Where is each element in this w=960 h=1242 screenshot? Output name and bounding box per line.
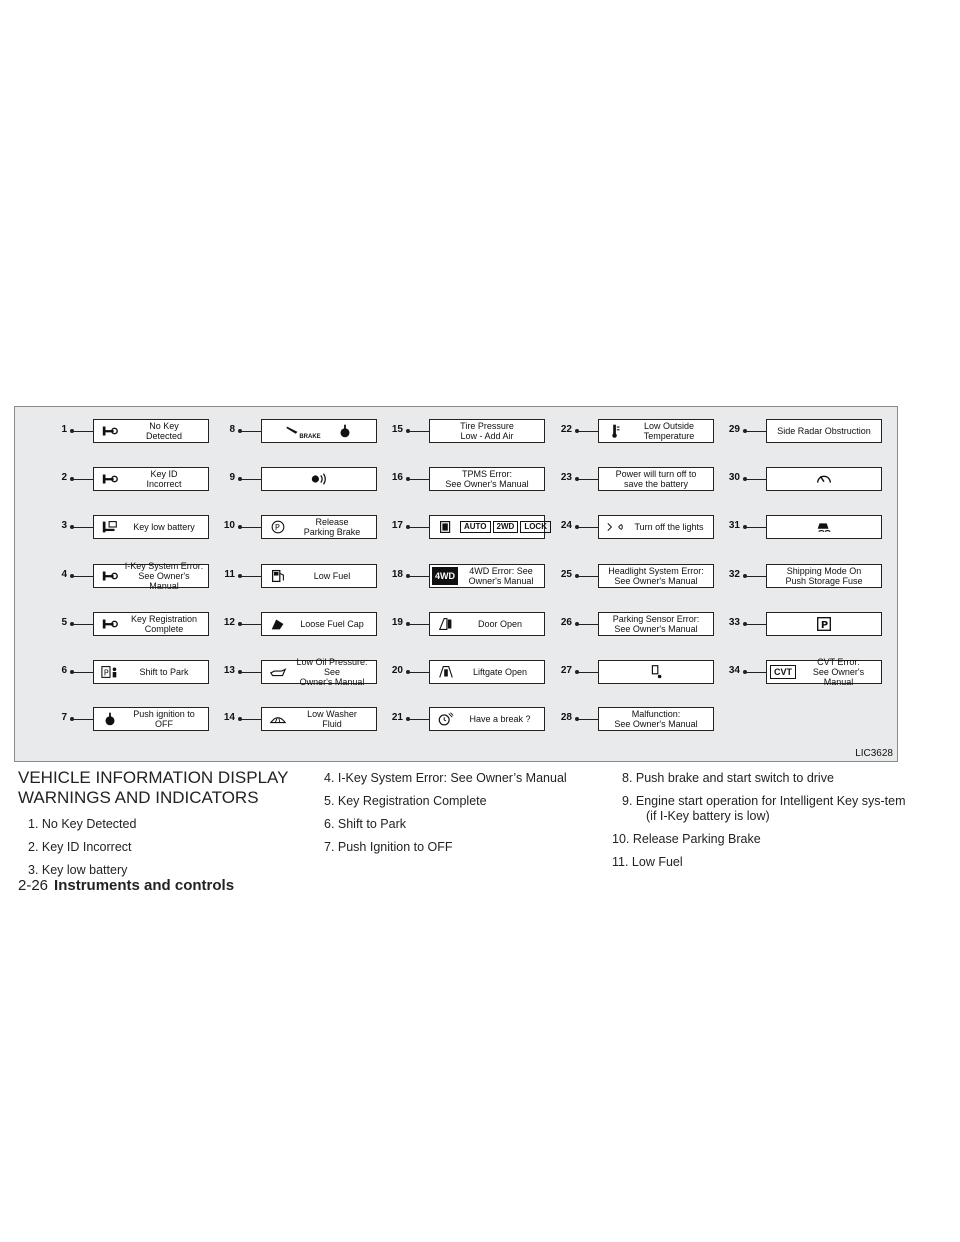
message-text: Low Fuel xyxy=(313,571,351,581)
brake-pedal-icon xyxy=(100,710,120,728)
leader-line xyxy=(72,719,93,720)
message-number: 5 xyxy=(61,617,67,628)
message-number: 26 xyxy=(560,617,572,628)
message-text: Release Parking Brake xyxy=(303,517,361,537)
key-icon xyxy=(100,615,120,633)
leader-line xyxy=(72,527,93,528)
message-text: TPMS Error: See Owner's Manual xyxy=(445,469,529,489)
leader-line xyxy=(240,479,261,480)
leader-line xyxy=(240,672,261,673)
leader-line xyxy=(408,527,429,528)
liftgate-icon xyxy=(436,663,456,681)
warning-message-16 xyxy=(429,467,545,491)
door-open-icon xyxy=(436,615,456,633)
message-text: No Key Detected xyxy=(145,421,183,441)
message-text: Low Washer Fluid xyxy=(307,709,357,729)
warning-message-26 xyxy=(598,612,714,636)
message-number: 31 xyxy=(728,520,740,531)
message-text: CVT Error: See Owner's Manual xyxy=(812,657,865,687)
leader-line xyxy=(745,576,766,577)
message-number: 29 xyxy=(728,424,740,435)
warning-message-5 xyxy=(93,612,209,636)
svg-text:P: P xyxy=(274,522,280,533)
list-item: 6. Shift to Park xyxy=(324,817,406,831)
leader-line xyxy=(745,624,766,625)
message-text: Malfunction: See Owner's Manual xyxy=(614,709,698,729)
warning-message-4 xyxy=(93,561,209,591)
warning-message-21 xyxy=(429,707,545,731)
key-icon xyxy=(100,422,120,440)
leader-line xyxy=(72,672,93,673)
svg-text:P: P xyxy=(820,620,829,632)
message-number: 11 xyxy=(224,569,235,580)
speedometer-icon xyxy=(814,470,834,488)
sensor-car-icon xyxy=(646,663,666,681)
warning-message-18 xyxy=(429,564,545,588)
message-text: Key low battery xyxy=(133,522,195,532)
message-text: Turn off the lights xyxy=(634,522,704,532)
svg-text:P: P xyxy=(103,667,109,678)
message-number: 7 xyxy=(61,712,67,723)
message-number: 33 xyxy=(728,617,740,628)
warning-message-23 xyxy=(598,467,714,491)
section-title-line1: VEHICLE INFORMATION DISPLAY xyxy=(18,768,289,787)
message-number: 28 xyxy=(560,712,572,723)
washer-icon xyxy=(268,710,288,728)
leader-line xyxy=(408,719,429,720)
warning-message-20 xyxy=(429,660,545,684)
leader-line xyxy=(240,624,261,625)
message-number: 20 xyxy=(391,665,403,676)
list-item: 8. Push brake and start switch to drive xyxy=(622,771,834,785)
warning-message-13 xyxy=(261,657,377,687)
message-text: Door Open xyxy=(477,619,523,629)
message-number: 27 xyxy=(560,665,572,676)
warning-message-25 xyxy=(598,564,714,588)
message-text: Push ignition to OFF xyxy=(133,709,195,729)
key-signal-icon xyxy=(309,470,329,488)
warning-message-11 xyxy=(261,564,377,588)
warning-message-2 xyxy=(93,467,209,491)
message-number: 10 xyxy=(223,520,235,531)
message-text: Low Oil Pressure: See Owner's Manual xyxy=(296,657,368,687)
warning-message-10 xyxy=(261,515,377,539)
message-number: 19 xyxy=(391,617,403,628)
leader-line xyxy=(745,527,766,528)
message-number: 3 xyxy=(61,520,67,531)
leader-line xyxy=(577,719,598,720)
warnings-figure xyxy=(14,406,898,762)
leader-line xyxy=(240,431,261,432)
warning-message-27 xyxy=(598,660,714,684)
list-item: 2. Key ID Incorrect xyxy=(28,840,132,854)
message-text: Low Outside Temperature xyxy=(643,421,695,441)
drive-mode-badge: 2WD xyxy=(493,521,519,533)
message-number: 25 xyxy=(560,569,572,580)
warning-message-29 xyxy=(766,419,882,443)
key-icon xyxy=(100,567,120,585)
leader-line xyxy=(408,672,429,673)
leader-line xyxy=(577,624,598,625)
list-column-1 xyxy=(28,817,308,886)
oil-can-icon xyxy=(268,663,288,681)
warning-message-1 xyxy=(93,419,209,443)
message-text: Shift to Park xyxy=(139,667,189,677)
message-text: Tire Pressure Low - Add Air xyxy=(460,421,514,441)
warning-message-34 xyxy=(766,657,882,687)
list-item: 1. No Key Detected xyxy=(28,817,137,831)
warning-message-12 xyxy=(261,612,377,636)
message-number: 2 xyxy=(61,472,67,483)
warning-message-17 xyxy=(429,515,545,539)
warning-message-24 xyxy=(598,515,714,539)
key-icon xyxy=(100,470,120,488)
leader-line xyxy=(577,479,598,480)
message-number: 32 xyxy=(728,569,740,580)
message-text: 4WD Error: See Owner's Manual xyxy=(468,566,534,586)
message-number: 18 xyxy=(391,569,403,580)
leader-line xyxy=(408,479,429,480)
leader-line xyxy=(577,672,598,673)
key-battery-icon xyxy=(100,518,120,536)
badge-4wd: 4WD xyxy=(432,567,458,585)
section-title xyxy=(18,768,288,808)
warning-message-19 xyxy=(429,612,545,636)
drive-mode-badge: AUTO xyxy=(460,521,491,533)
warning-message-28 xyxy=(598,707,714,731)
drive-mode-icon xyxy=(436,518,456,536)
warning-message-32 xyxy=(766,564,882,588)
leader-line xyxy=(745,672,766,673)
section-title-line2: WARNINGS AND INDICATORS xyxy=(18,788,259,807)
leader-line xyxy=(72,576,93,577)
list-item: 11. Low Fuel xyxy=(612,855,683,869)
message-text: Shipping Mode On Push Storage Fuse xyxy=(785,566,863,586)
warning-message-6 xyxy=(93,660,209,684)
warning-message-33 xyxy=(766,612,882,636)
message-number: 12 xyxy=(223,617,235,628)
message-number: 14 xyxy=(223,712,235,723)
message-text: Headlight System Error: See Owner's Manual xyxy=(608,566,704,586)
page-footer xyxy=(18,877,234,895)
message-text: Key ID Incorrect xyxy=(146,469,182,489)
message-number: 4 xyxy=(61,569,67,580)
badge-cvt: CVT xyxy=(770,665,796,679)
message-number: 22 xyxy=(560,424,572,435)
leader-line xyxy=(72,479,93,480)
list-item: 10. Release Parking Brake xyxy=(612,832,761,846)
warning-message-22 xyxy=(598,419,714,443)
message-number: 34 xyxy=(728,665,740,676)
coffee-clock-icon xyxy=(436,710,456,728)
message-number: 1 xyxy=(61,424,67,435)
message-number: 6 xyxy=(61,665,67,676)
chapter-title: Instruments and controls xyxy=(54,877,235,894)
message-text: Liftgate Open xyxy=(472,667,528,677)
leader-line xyxy=(745,431,766,432)
message-text: Loose Fuel Cap xyxy=(300,619,364,629)
list-column-3 xyxy=(612,771,912,878)
message-text: Parking Sensor Error: See Owner's Manual xyxy=(612,614,700,634)
parking-brake-icon xyxy=(268,518,288,536)
list-item: 9. Engine start operation for Intelligent Key sys-tem (if I-Key battery is low) xyxy=(622,794,906,823)
warning-message-31 xyxy=(766,515,882,539)
message-number: 23 xyxy=(560,472,572,483)
message-text: Have a break ? xyxy=(469,714,531,724)
list-item: 5. Key Registration Complete xyxy=(324,794,487,808)
warning-message-14 xyxy=(261,707,377,731)
message-text: Key Registration Complete xyxy=(130,614,198,634)
message-text: Power will turn off to save the battery xyxy=(615,469,697,489)
leader-line xyxy=(408,431,429,432)
list-column-2 xyxy=(324,771,614,863)
leader-line xyxy=(577,527,598,528)
leader-line xyxy=(745,479,766,480)
warning-message-3 xyxy=(93,515,209,539)
leader-line xyxy=(408,576,429,577)
warning-message-30 xyxy=(766,467,882,491)
leader-line xyxy=(72,431,93,432)
message-number: 24 xyxy=(560,520,572,531)
leader-line xyxy=(577,576,598,577)
message-number: 21 xyxy=(391,712,403,723)
leader-line xyxy=(72,624,93,625)
list-item: 3. Key low battery xyxy=(28,863,128,877)
leader-line xyxy=(240,527,261,528)
park-p-icon xyxy=(814,615,834,633)
list-item: 4. I-Key System Error: See Owner’s Manual xyxy=(324,771,567,785)
message-number: 8 xyxy=(229,424,235,435)
page-number: 2-26 xyxy=(18,877,49,894)
figure-label: LIC3628 xyxy=(855,748,893,759)
drive-mode-badges xyxy=(460,521,551,533)
warning-message-9 xyxy=(261,467,377,491)
drive-mode-badge: LOCK xyxy=(520,521,551,533)
message-text: I-Key System Error: See Owner's Manual xyxy=(124,561,204,591)
warning-message-7 xyxy=(93,707,209,731)
leader-line xyxy=(240,576,261,577)
park-shift-icon xyxy=(100,663,120,681)
message-number: 9 xyxy=(229,472,235,483)
message-text: Side Radar Obstruction xyxy=(777,426,871,436)
car-slip-icon xyxy=(814,518,834,536)
headlight-icon xyxy=(605,518,625,536)
thermometer-icon xyxy=(605,422,625,440)
message-number: 17 xyxy=(391,520,403,531)
leader-line xyxy=(240,719,261,720)
warning-message-8 xyxy=(261,419,377,443)
fuel-pump-icon xyxy=(268,567,288,585)
brake-caption: BRAKE xyxy=(299,434,321,440)
brake-pedal-icon xyxy=(335,422,355,440)
fuel-cap-icon xyxy=(268,615,288,633)
warning-message-15 xyxy=(429,419,545,443)
message-number: 15 xyxy=(391,424,403,435)
message-number: 16 xyxy=(391,472,403,483)
leader-line xyxy=(577,431,598,432)
message-number: 13 xyxy=(223,665,235,676)
list-item: 7. Push Ignition to OFF xyxy=(324,840,453,854)
message-number: 30 xyxy=(728,472,740,483)
leader-line xyxy=(408,624,429,625)
